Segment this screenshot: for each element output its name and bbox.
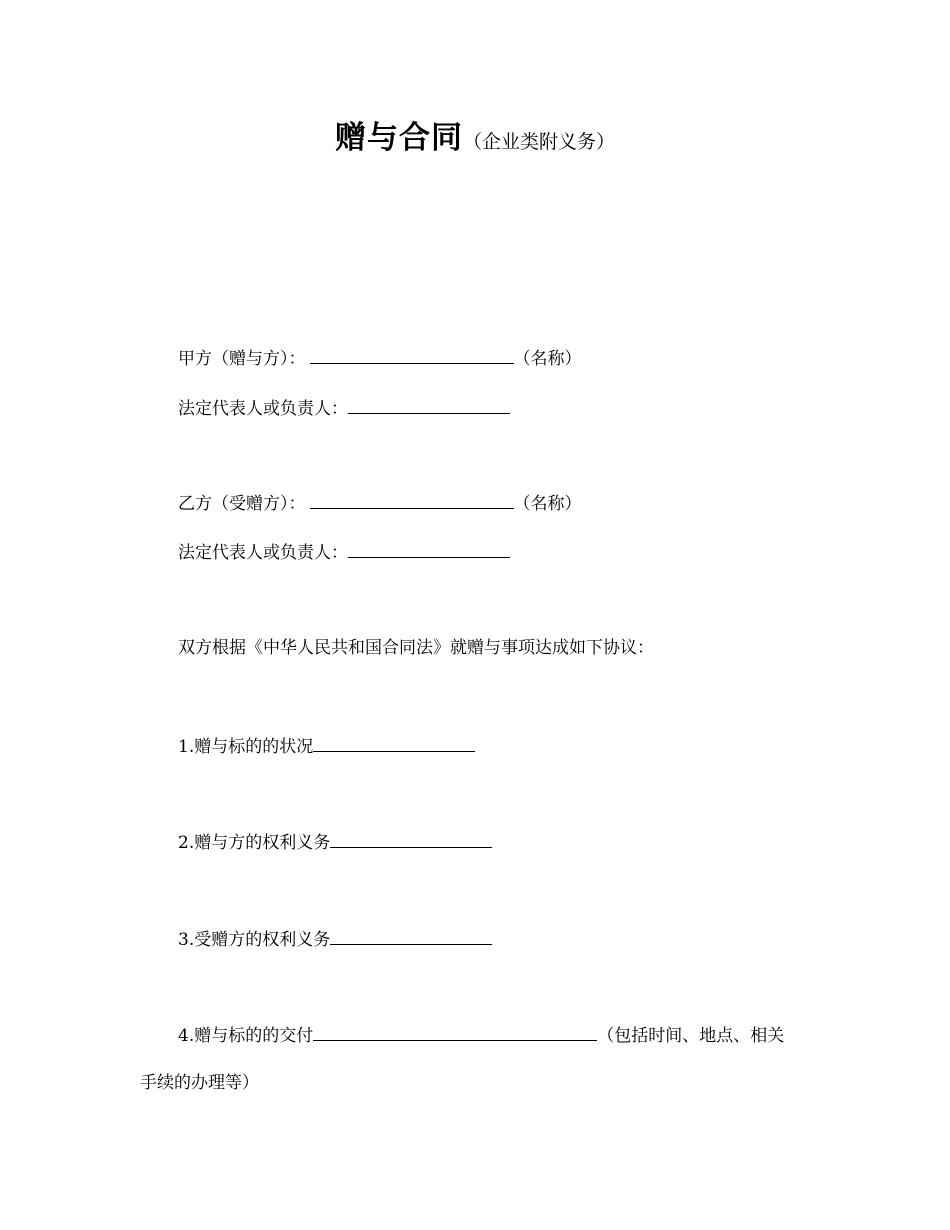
- party-b-suffix: （名称）: [513, 494, 582, 514]
- clause-4: [178, 1022, 784, 1048]
- party-b-line: [178, 490, 582, 516]
- clause-2-blank: [330, 829, 492, 848]
- party-a-label: 甲方（赠与方）：: [178, 349, 306, 369]
- party-b-rep-line: [178, 539, 510, 565]
- title-subtitle: （企业类附义务）: [462, 131, 615, 153]
- document-title: [0, 112, 950, 157]
- clause-4-blank: [313, 1022, 597, 1041]
- clause-2: [178, 829, 492, 855]
- party-b-rep-label: 法定代表人或负责人：: [178, 543, 348, 563]
- clause-1-blank: [313, 733, 475, 752]
- title-main: 赠与合同: [334, 120, 463, 156]
- clause-4-continuation: 手续的办理等）: [140, 1073, 259, 1093]
- party-a-name-blank: [310, 345, 514, 364]
- clause-3: [178, 926, 492, 952]
- clause-1: [178, 733, 475, 759]
- clause-3-text: 3.受赠方的权利义务: [178, 930, 331, 950]
- party-a-rep-blank: [348, 395, 510, 414]
- clause-4-text: 4.赠与标的的交付: [178, 1026, 314, 1046]
- party-b-label: 乙方（受赠方）：: [178, 494, 306, 514]
- clause-3-blank: [330, 926, 492, 945]
- intro-paragraph: 双方根据《中华人民共和国合同法》就赠与事项达成如下协议：: [178, 638, 654, 658]
- clause-1-text: 1.赠与标的的状况: [178, 737, 314, 757]
- clause-4-suffix: （包括时间、地点、相关: [597, 1026, 785, 1046]
- party-a-rep-label: 法定代表人或负责人：: [178, 399, 348, 419]
- party-a-line: [178, 345, 582, 371]
- clause-2-text: 2.赠与方的权利义务: [178, 833, 331, 853]
- party-b-rep-blank: [348, 539, 510, 558]
- party-b-name-blank: [310, 490, 514, 509]
- party-a-suffix: （名称）: [513, 349, 582, 369]
- party-a-rep-line: [178, 395, 510, 421]
